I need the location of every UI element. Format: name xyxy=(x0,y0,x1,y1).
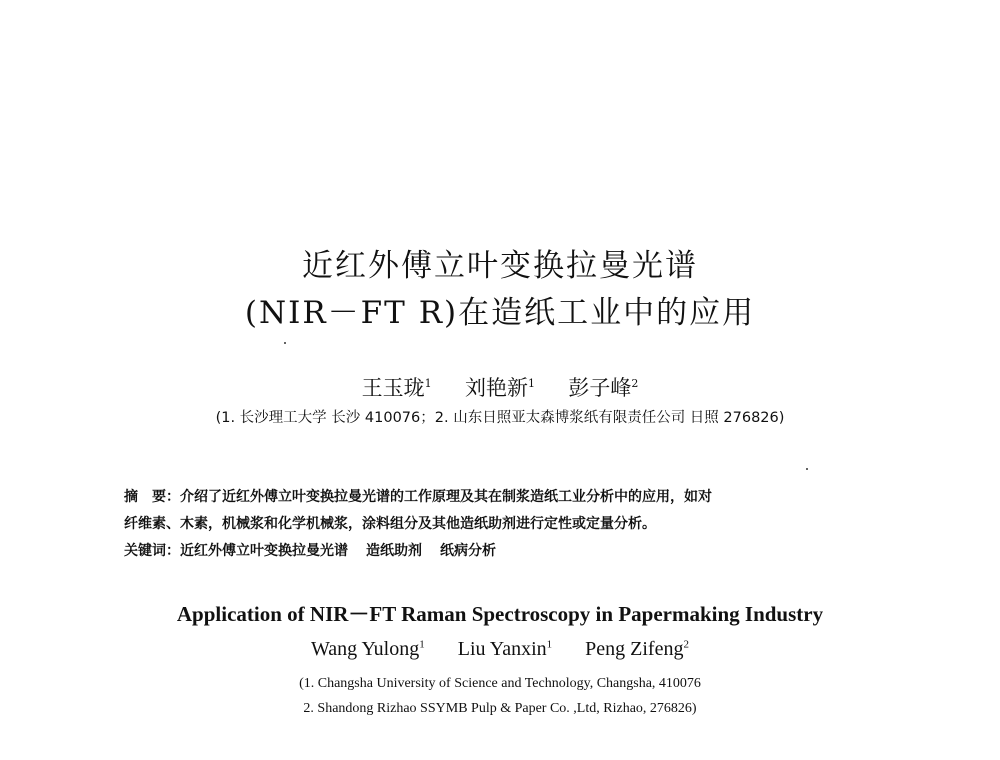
author-en-2: Liu Yanxin$^1$ xyxy=(457,638,553,660)
author-zh-2: 刘艳新$^1$ xyxy=(465,376,535,400)
author-en-3: Peng Zifeng$^2$ xyxy=(585,638,689,660)
keywords xyxy=(124,541,884,561)
affiliation-en-line2: 2. Shandong Rizhao SSYMB Pulp & Paper Co. ,Ltd, Rizhao, 276826) xyxy=(303,701,697,716)
title-zh-line2: (NIR－FT R)在造纸工业中的应用 xyxy=(244,295,756,331)
affiliation-zh: (1. 长沙理工大学 长沙 410076；2. 山东日照亚太森博浆纸有限责任公司 日照 276826) xyxy=(215,410,785,426)
abstract-line1 xyxy=(124,487,884,507)
abstract-label: 摘 要： xyxy=(124,489,180,505)
keyword-item: 纸病分析 xyxy=(440,543,496,559)
affiliation-en-line1: (1. Changsha University of Science and Technology, Changsha, 410076 xyxy=(299,676,701,691)
author-zh-3: 彭子峰$^2$ xyxy=(568,376,639,400)
title-en: Application of NIR－FT Raman Spectroscopy in Papermaking Industry xyxy=(176,602,824,626)
abstract-line2: 纤维素、木素，机械浆和化学机械浆，涂料组分及其他造纸助剂进行定性或定量分析。 xyxy=(124,516,656,532)
scan-speck xyxy=(284,342,286,344)
author-en-1: Wang Yulong$^1$ xyxy=(311,638,425,660)
keyword-item: 近红外傅立叶变换拉曼光谱 xyxy=(180,543,348,559)
authors-zh xyxy=(0,372,1000,402)
authors-en xyxy=(0,638,1000,661)
title-zh-line1: 近红外傅立叶变换拉曼光谱 xyxy=(302,248,698,284)
abstract-text-1: 介绍了近红外傅立叶变换拉曼光谱的工作原理及其在制浆造纸工业分析中的应用，如对 xyxy=(180,489,712,505)
author-zh-1: 王玉珑$^1$ xyxy=(361,376,432,400)
keyword-item: 造纸助剂 xyxy=(366,543,422,559)
keywords-label: 关键词： xyxy=(124,543,180,559)
scan-speck xyxy=(806,468,808,470)
